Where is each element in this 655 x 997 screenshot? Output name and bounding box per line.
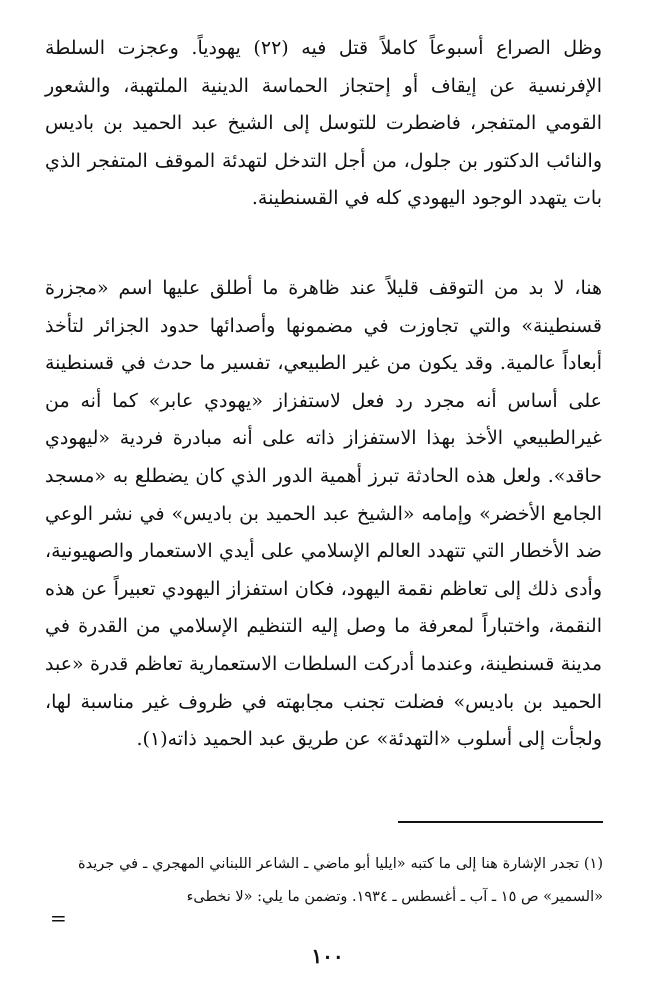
main-text-paragraph-2 — [45, 270, 602, 759]
footnote: (١) تجدر الإشارة هنا إلى ما كتبه «ايليا أبو ماضي ـ الشاعر اللبناني المهجري ـ في جريدة «السمير» ص ١٥ ـ آب ـ أغسطس ـ ١٩٣٤. وتضمن ما يلي: «لا نخطىء — [78, 856, 603, 905]
page-number: ١٠٠ — [311, 944, 344, 968]
main-text-paragraph-1 — [45, 30, 602, 218]
paragraph-text: هنا، لا بد من التوقف قليلاً عند ظاهرة ما أطلق عليها اسم «مجزرة قسنطينة» والتي تجاوزت في مضمونها وأصدائها حدود الجزائر لتأخذ أبعاداً عالمية. وقد يكون من غير الطبيعي، تفسير ما حدث في قسنطينة على أساس أنه مجرد رد فعل لاستفزاز «يهودي عابر» كما أنه من غيرالطبيعي الأخذ بهذا الاستفزاز ذاته على أنه مبادرة فردية «ليهودي حاقد». ولعل هذه الحادثة تبرز أهمية الدور الذي كان يضطلع به «مسجد الجامع الأخضر» وإمامه «الشيخ عبد الحميد بن باديس» في نشر الوعي ضد الأخطار التي تتهدد العالم الإسلامي على أيدي الاستعمار والصهيونية، وأدى ذلك إلى تعاظم نقمة اليهود، فكان استفزاز اليهودي تعبيراً عن هذه النقمة، واختباراً لمعرفة ما وصل إليه التنظيم الإسلامي من القدرة في مدينة قسنطينة، وعندما أدركت السلطات الاستعمارية تعاظم قدرة «عبد الحميد بن باديس» فضلت تجنب مجابهته في ظروف غير مناسبة لها، ولجأت إلى أسلوب «التهدئة» عن طريق عبد الحميد ذاته(١). — [45, 277, 602, 751]
footnote-separator-rule — [398, 821, 603, 823]
paragraph-text: وظل الصراع أسبوعاً كاملاً قتل فيه (٢٢) يهودياً. وعجزت السلطة الإفرنسية عن إيقاف أو إحتجاز الحماسة الدينية الملتهبة، والشعور القومي المتفجر، فاضطرت للتوسل إلى الشيخ عبد الحميد بن باديس والنائب الدكتور بن جلول، من أجل التدخل لتهدئة الموقف المتفجر الذي بات يتهدد الوجود اليهودي كله في القسنطينة. — [45, 37, 602, 210]
footnote-continuation-mark: = — [50, 906, 66, 930]
